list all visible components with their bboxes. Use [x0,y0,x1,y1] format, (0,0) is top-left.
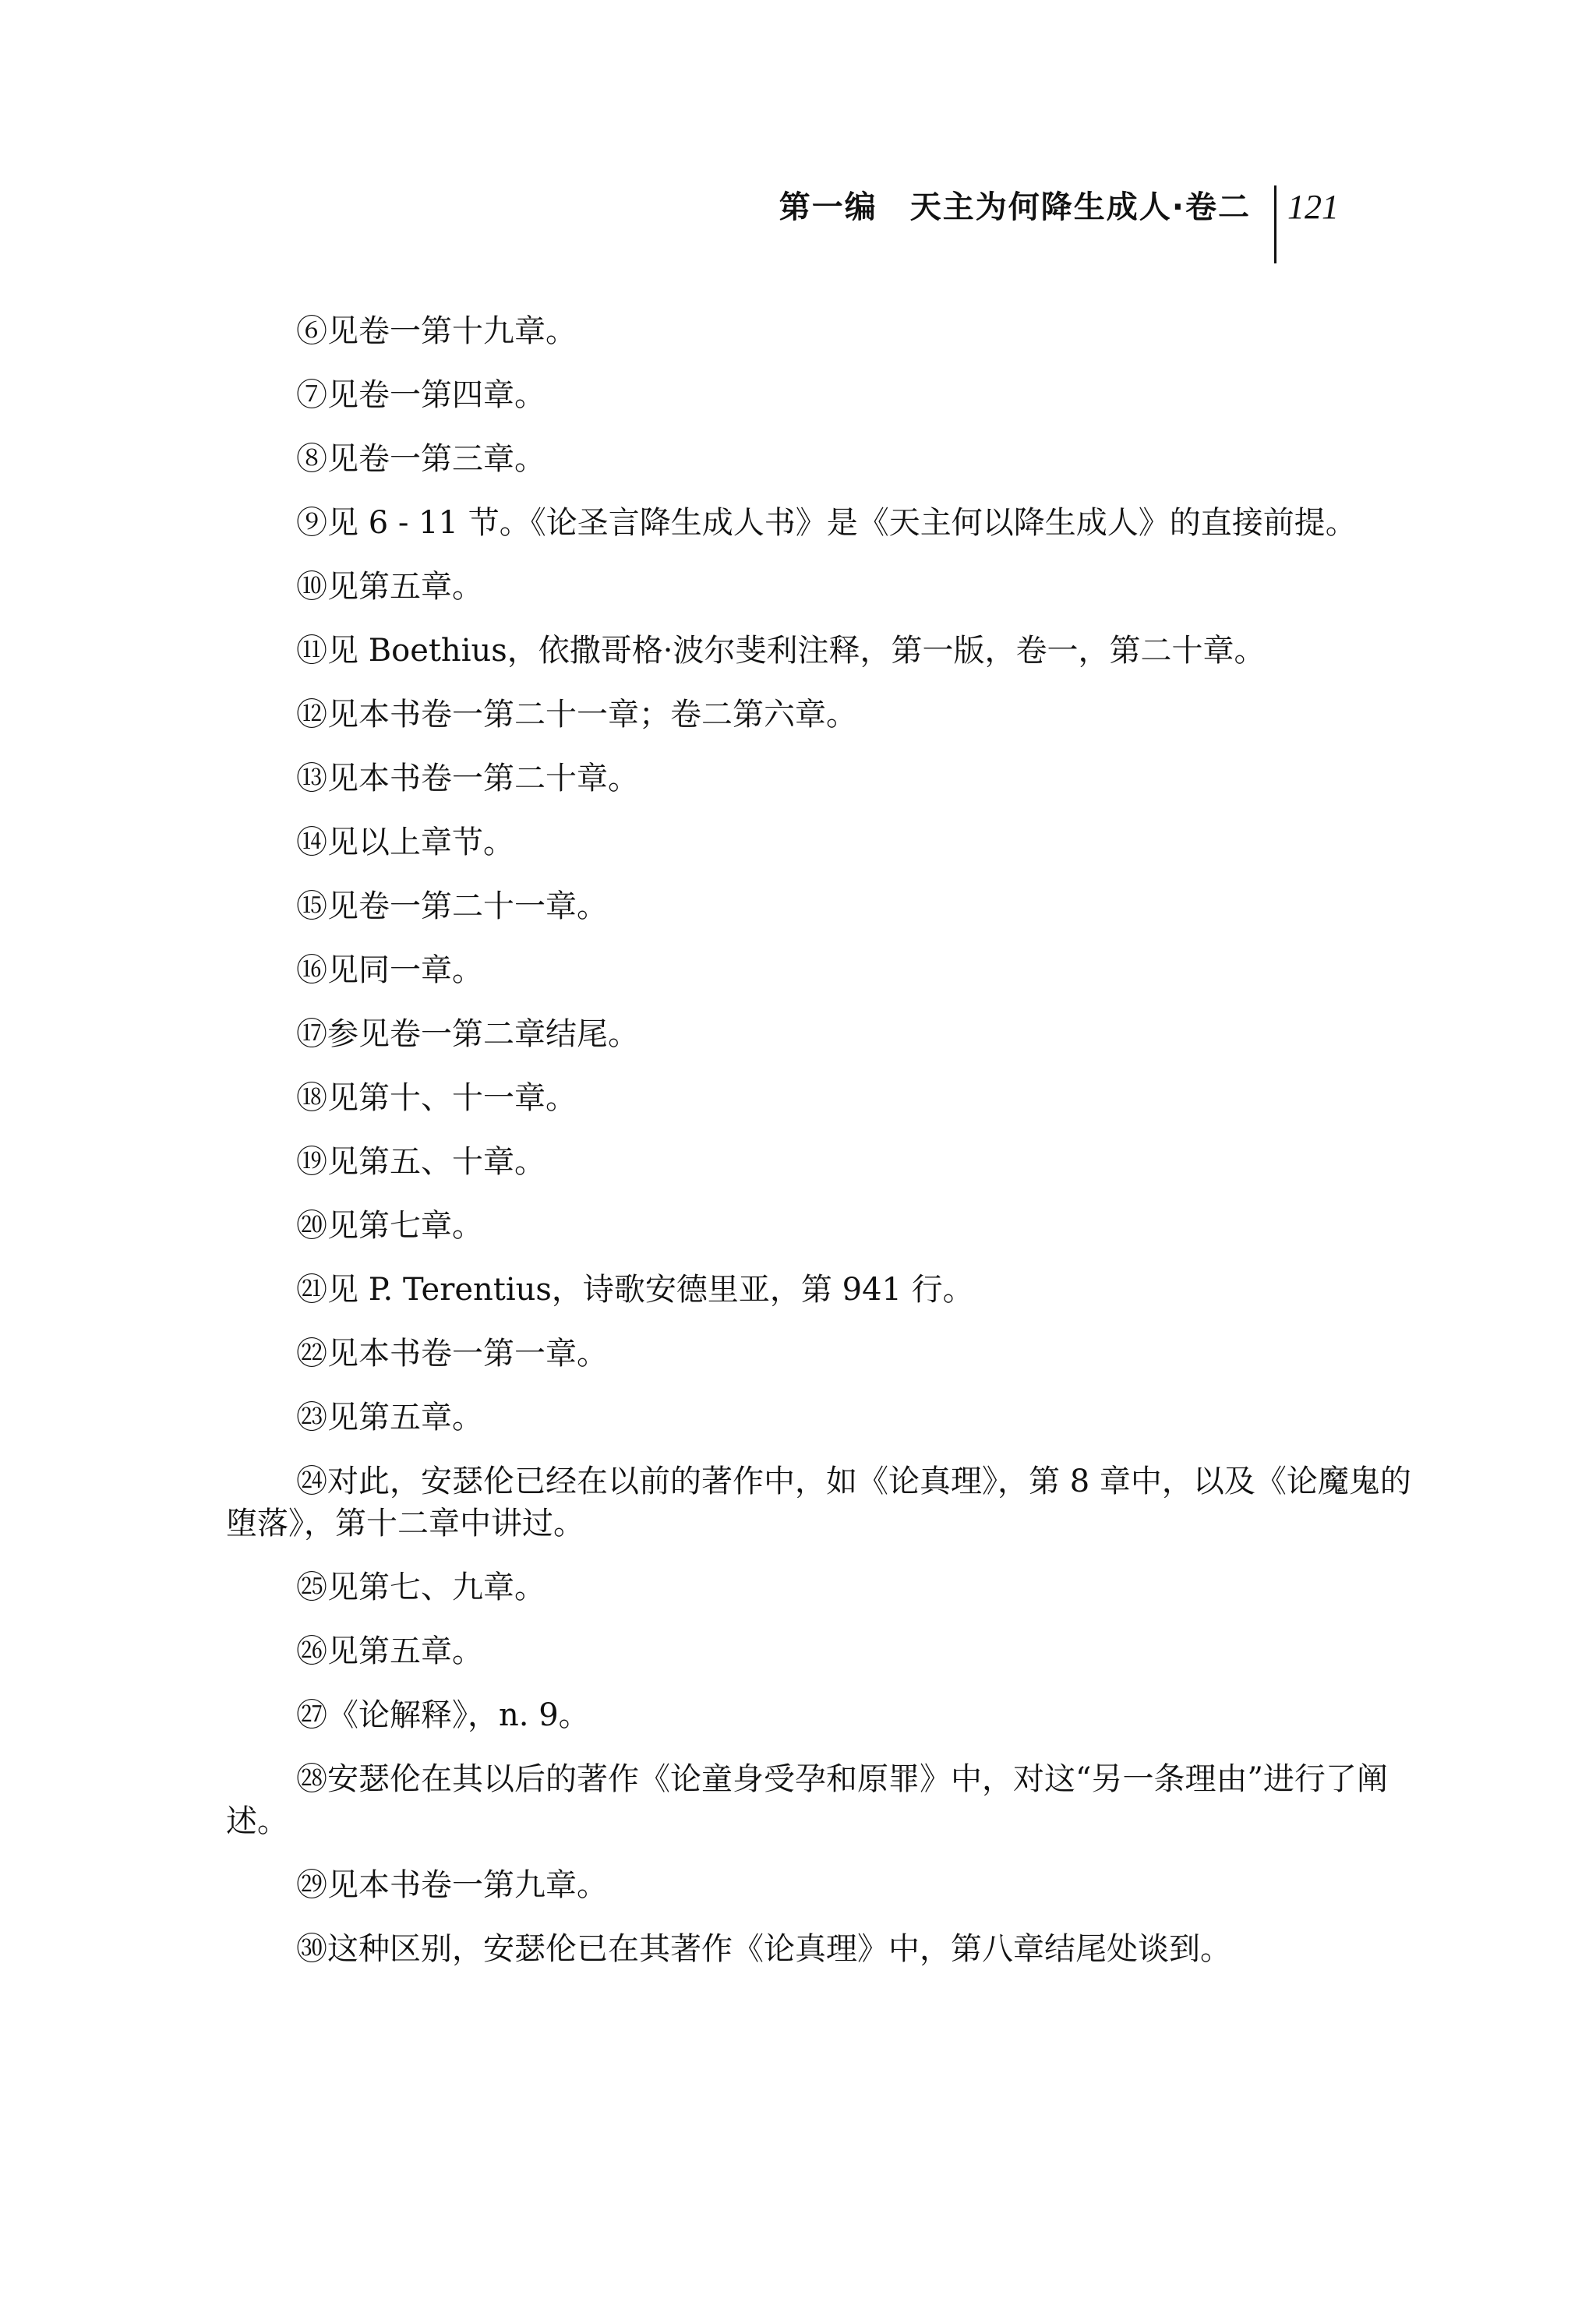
endnote-24: ㉔对此，安瑟伦已经在以前的著作中，如《论真理》，第 8 章中，以及《论魔鬼的堕落》，第十二章中讲过。 [226,1464,1411,1541]
endnote-21: ㉑见 P. Terentius，诗歌安德里亚，第 941 行。 [296,1272,974,1308]
endnote-27: ㉗《论解释》，n. 9。 [296,1697,590,1733]
endnote-19: ⑲见第五、十章。 [296,1144,546,1180]
endnote-20: ⑳见第七章。 [296,1208,483,1244]
endnote-12: ⑫见本书卷一第二十一章；卷二第六章。 [296,697,857,733]
endnotes-list [226,310,1418,1992]
endnote-8: ⑧见卷一第三章。 [296,441,546,477]
endnote-16: ⑯见同一章。 [296,952,483,988]
endnote-30: ㉚这种区别，安瑟伦已在其著作《论真理》中，第八章结尾处谈到。 [296,1931,1231,1967]
chapter-title: 第一编 天主为何降生成人·卷二 [779,189,1251,225]
endnote-23: ㉓见第五章。 [296,1400,483,1435]
endnote-15: ⑮见卷一第二十一章。 [296,888,608,924]
endnote-29: ㉙见本书卷一第九章。 [296,1867,608,1903]
endnote-25: ㉕见第七、九章。 [296,1570,546,1605]
running-head [779,185,1339,263]
endnote-18: ⑱见第十、十一章。 [296,1080,577,1116]
endnote-14: ⑭见以上章节。 [296,825,514,860]
page-number: 121 [1287,188,1339,226]
endnote-28: ㉘安瑟伦在其以后的著作《论童身受孕和原罪》中，对这“另一条理由”进行了阐述。 [226,1761,1388,1839]
endnote-6: ⑥见卷一第十九章。 [296,313,577,349]
header-divider [1274,185,1276,263]
endnote-9: ⑨见 6 - 11 节。《论圣言降生成人书》是《天主何以降生成人》的直接前提。 [296,505,1357,541]
endnote-11: ⑪见 Boethius，依撒哥格·波尔斐利注释，第一版，卷一，第二十章。 [296,633,1266,669]
endnote-13: ⑬见本书卷一第二十章。 [296,761,639,796]
endnote-7: ⑦见卷一第四章。 [296,377,546,413]
endnote-10: ⑩见第五章。 [296,569,483,605]
endnote-26: ㉖见第五章。 [296,1633,483,1669]
endnote-22: ㉒见本书卷一第一章。 [296,1336,608,1372]
endnote-17: ⑰参见卷一第二章结尾。 [296,1016,639,1052]
